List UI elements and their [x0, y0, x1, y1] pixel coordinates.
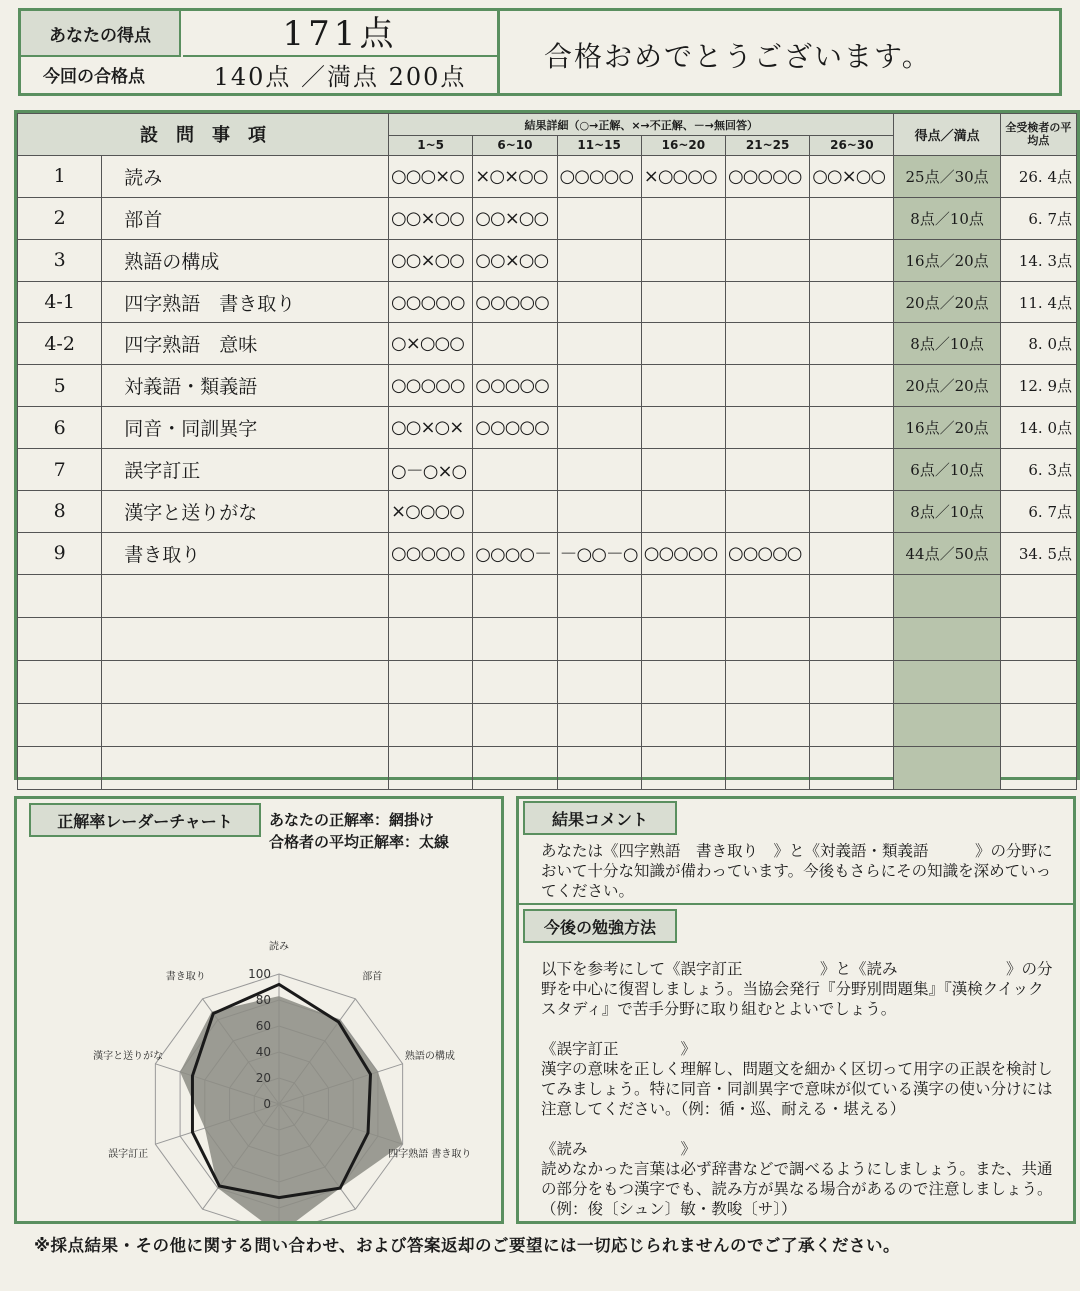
row-average: 26. 4点 [1000, 155, 1076, 197]
table-row [18, 617, 1077, 660]
row-item-name [102, 703, 389, 746]
result-table [17, 113, 1077, 790]
radar-legend-passers: 合格者の平均正解率：太線 [269, 833, 450, 851]
row-marks [557, 239, 641, 281]
row-number: 4-2 [18, 323, 102, 365]
congrats-box [500, 8, 1062, 96]
radar-tick-label: 40 [255, 1045, 271, 1059]
row-average: 6. 7点 [1000, 491, 1076, 533]
radar-axis-label: 部首 [362, 971, 383, 983]
radar-tick-label: 20 [255, 1071, 271, 1085]
row-marks [641, 746, 725, 789]
score-label: あなたの得点 [21, 11, 181, 57]
row-item-name: 四字熟語 書き取り [102, 281, 389, 323]
row-marks: ○○○○○ [725, 532, 809, 574]
row-item-name: 部首 [102, 197, 389, 239]
row-item-name: 同音・同訓異字 [102, 407, 389, 449]
range-header: 6~10 [473, 136, 557, 156]
row-marks [557, 617, 641, 660]
row-marks [810, 660, 894, 703]
row-score [894, 703, 1000, 746]
row-average: 11. 4点 [1000, 281, 1076, 323]
row-marks [473, 703, 557, 746]
row-marks [810, 197, 894, 239]
row-average: 14. 0点 [1000, 407, 1076, 449]
row-marks: ×○○○○ [389, 491, 473, 533]
row-marks: ○○×○○ [473, 239, 557, 281]
row-marks [725, 746, 809, 789]
row-item-name: 書き取り [102, 532, 389, 574]
row-marks [641, 703, 725, 746]
radar-axis-label: 誤字訂正 [108, 1149, 149, 1161]
row-marks [473, 746, 557, 789]
row-marks [389, 746, 473, 789]
row-score [894, 660, 1000, 703]
row-score: 20点／20点 [894, 365, 1000, 407]
row-score: 6点／10点 [894, 449, 1000, 491]
range-header: 11~15 [557, 136, 641, 156]
row-marks [810, 365, 894, 407]
radar-box [14, 796, 504, 1224]
row-number [18, 746, 102, 789]
col-header-item: 設 問 事 項 [18, 114, 389, 156]
row-marks [641, 365, 725, 407]
row-marks [810, 449, 894, 491]
row-marks [810, 703, 894, 746]
row-marks [389, 574, 473, 617]
row-score: 16点／20点 [894, 239, 1000, 281]
row-marks [810, 239, 894, 281]
footer-note: ※採点結果・その他に関する問い合わせ、および答案返却のご要望には一切応じられませんのでご了承ください。 [34, 1236, 901, 1255]
table-row [18, 365, 1077, 407]
row-average [1000, 617, 1076, 660]
row-score: 25点／30点 [894, 155, 1000, 197]
row-item-name: 対義語・類義語 [102, 365, 389, 407]
table-row [18, 449, 1077, 491]
study-text-2: 読めなかった言葉は必ず辞書などで調べるようにしましょう。また、共通の部分をもつ漢字でも、読み方が異なる場合があるので注意しましょう。（例：俊〔シュン〕敏・教唆〔サ〕） [541, 1160, 1053, 1218]
study-heading-2: 《読み 》 [541, 1140, 697, 1158]
row-marks [473, 660, 557, 703]
row-marks: ○○×○○ [389, 197, 473, 239]
row-marks [725, 365, 809, 407]
comment-title: 結果コメント [523, 801, 677, 835]
row-marks [641, 617, 725, 660]
row-number: 5 [18, 365, 102, 407]
row-marks: －○○－○ [557, 532, 641, 574]
row-average [1000, 574, 1076, 617]
table-row [18, 239, 1077, 281]
row-marks: ○○○○○ [473, 365, 557, 407]
row-marks: ○○×○○ [389, 239, 473, 281]
table-row [18, 660, 1077, 703]
radar-legend-yours: あなたの正解率：網掛け [269, 811, 435, 829]
table-row [18, 197, 1077, 239]
row-marks [725, 491, 809, 533]
row-average [1000, 660, 1076, 703]
row-marks [725, 281, 809, 323]
range-header: 21~25 [725, 136, 809, 156]
row-item-name [102, 660, 389, 703]
row-item-name: 誤字訂正 [102, 449, 389, 491]
row-average: 12. 9点 [1000, 365, 1076, 407]
col-header-avg: 全受検者の平均点 [1000, 114, 1076, 156]
row-marks [725, 617, 809, 660]
row-average: 6. 3点 [1000, 449, 1076, 491]
congrats-message: 合格おめでとうございます。 [544, 40, 932, 73]
col-header-detail: 結果詳細（○→正解、×→不正解、－→無回答） [389, 114, 894, 136]
row-marks: ○○○○○ [641, 532, 725, 574]
row-marks [473, 491, 557, 533]
row-marks [641, 323, 725, 365]
row-marks [641, 574, 725, 617]
row-marks [473, 449, 557, 491]
comment-text: あなたは《四字熟語 書き取り 》と《対義語・類義語 》の分野において十分な知識が備わっています。今後もさらにその知識を深めていってください。 [541, 842, 1053, 900]
row-marks: ○○○×○ [389, 155, 473, 197]
row-score: 16点／20点 [894, 407, 1000, 449]
row-marks [810, 323, 894, 365]
row-number: 7 [18, 449, 102, 491]
row-marks [557, 449, 641, 491]
row-marks [810, 532, 894, 574]
row-number: 2 [18, 197, 102, 239]
row-marks: ○○○○○ [557, 155, 641, 197]
row-marks [725, 703, 809, 746]
row-marks [641, 660, 725, 703]
row-marks [641, 197, 725, 239]
study-text-1: 漢字の意味を正しく理解し、問題文を細かく区切って用字の正誤を検討してみましょう。特に同音・同訓異字で意味が似ている漢字の使い分けには注意してください。（例：循・巡、耐える・堪える） [541, 1060, 1053, 1118]
col-header-score: 得点／満点 [894, 114, 1000, 156]
row-score: 8点／10点 [894, 323, 1000, 365]
radar-tick-label: 0 [263, 1097, 271, 1111]
radar-axis-label: 漢字と送りがな [93, 1050, 164, 1062]
row-item-name: 四字熟語 意味 [102, 323, 389, 365]
row-item-name: 熟語の構成 [102, 239, 389, 281]
row-marks: ○○○○○ [389, 365, 473, 407]
table-row [18, 746, 1077, 789]
range-header: 26~30 [810, 136, 894, 156]
table-row [18, 703, 1077, 746]
row-score: 8点／10点 [894, 197, 1000, 239]
row-marks [557, 703, 641, 746]
row-item-name [102, 617, 389, 660]
row-marks [641, 281, 725, 323]
row-marks: ○○○○○ [473, 281, 557, 323]
row-marks [557, 660, 641, 703]
row-item-name: 漢字と送りがな [102, 491, 389, 533]
radar-title: 正解率レーダーチャート [29, 803, 261, 837]
row-marks [473, 617, 557, 660]
row-marks: ○○○○○ [473, 407, 557, 449]
row-score [894, 617, 1000, 660]
row-marks [641, 491, 725, 533]
row-average: 8. 0点 [1000, 323, 1076, 365]
table-row [18, 407, 1077, 449]
row-marks [810, 491, 894, 533]
radar-tick-label: 100 [248, 967, 271, 981]
row-marks: ○○○○○ [389, 281, 473, 323]
row-marks [641, 449, 725, 491]
row-number: 8 [18, 491, 102, 533]
row-average: 6. 7点 [1000, 197, 1076, 239]
row-number [18, 617, 102, 660]
result-table-frame [14, 110, 1080, 780]
row-marks: ○－○×○ [389, 449, 473, 491]
row-marks [725, 197, 809, 239]
row-marks [725, 239, 809, 281]
row-marks [810, 746, 894, 789]
table-row [18, 532, 1077, 574]
row-average: 14. 3点 [1000, 239, 1076, 281]
row-marks [557, 323, 641, 365]
radar-chart [17, 861, 501, 1221]
radar-axis-label: 読み [269, 941, 289, 953]
row-marks: ×○×○○ [473, 155, 557, 197]
row-marks [641, 239, 725, 281]
row-item-name: 読み [102, 155, 389, 197]
table-row [18, 155, 1077, 197]
row-marks [557, 281, 641, 323]
radar-tick-label: 60 [255, 1019, 271, 1033]
row-marks [725, 449, 809, 491]
row-marks [389, 617, 473, 660]
study-heading-1: 《誤字訂正 》 [541, 1040, 697, 1058]
row-score [894, 574, 1000, 617]
row-score: 20点／20点 [894, 281, 1000, 323]
row-marks [641, 407, 725, 449]
pass-label: 今回の合格点 [43, 67, 145, 87]
row-marks: ○○×○○ [810, 155, 894, 197]
row-marks: ○○○○○ [725, 155, 809, 197]
row-item-name [102, 746, 389, 789]
row-score: 8点／10点 [894, 491, 1000, 533]
radar-axis-label: 熟語の構成 [404, 1050, 455, 1062]
row-marks [557, 407, 641, 449]
row-marks [557, 197, 641, 239]
row-number: 6 [18, 407, 102, 449]
row-marks [557, 365, 641, 407]
row-number [18, 703, 102, 746]
row-marks [557, 746, 641, 789]
row-marks [473, 574, 557, 617]
table-row [18, 281, 1077, 323]
table-row [18, 491, 1077, 533]
row-number: 9 [18, 532, 102, 574]
row-marks: ○○○○－ [473, 532, 557, 574]
row-marks [473, 323, 557, 365]
table-row [18, 574, 1077, 617]
row-marks [725, 407, 809, 449]
row-marks [810, 281, 894, 323]
row-marks [725, 574, 809, 617]
row-average: 34. 5点 [1000, 532, 1076, 574]
table-row [18, 323, 1077, 365]
row-number [18, 660, 102, 703]
comment-box [516, 796, 1076, 1224]
row-score: 44点／50点 [894, 532, 1000, 574]
row-marks: ○○×○× [389, 407, 473, 449]
row-marks [725, 660, 809, 703]
row-number: 3 [18, 239, 102, 281]
radar-axis-label: 四字熟語 書き取り [388, 1149, 472, 1161]
row-marks [725, 323, 809, 365]
row-marks [389, 703, 473, 746]
divider [519, 903, 1073, 905]
row-marks [810, 617, 894, 660]
row-average [1000, 746, 1076, 789]
row-number [18, 574, 102, 617]
row-number: 1 [18, 155, 102, 197]
row-marks: ○○×○○ [473, 197, 557, 239]
row-number: 4-1 [18, 281, 102, 323]
row-marks [557, 574, 641, 617]
row-item-name [102, 574, 389, 617]
row-marks [810, 574, 894, 617]
score-box [18, 8, 500, 96]
row-marks [389, 660, 473, 703]
pass-value: 140点 ／満点 200点 [213, 63, 467, 91]
range-header: 1~5 [389, 136, 473, 156]
radar-axis-label: 書き取り [165, 971, 206, 983]
row-score [894, 746, 1000, 789]
row-average [1000, 703, 1076, 746]
score-value: 171点 [183, 11, 497, 57]
row-marks [810, 407, 894, 449]
study-intro: 以下を参考にして《誤字訂正 》と《読み 》の分野を中心に復習しましょう。当協会発行『分野別問題集』『漢検クイックスタディ』で苦手分野に取り組むとよいでしょう。 [541, 960, 1053, 1018]
range-header: 16~20 [641, 136, 725, 156]
study-title: 今後の勉強方法 [523, 909, 677, 943]
row-marks: ○×○○○ [389, 323, 473, 365]
row-marks: ○○○○○ [389, 532, 473, 574]
row-marks: ×○○○○ [641, 155, 725, 197]
row-marks [557, 491, 641, 533]
radar-tick-label: 80 [255, 993, 271, 1007]
